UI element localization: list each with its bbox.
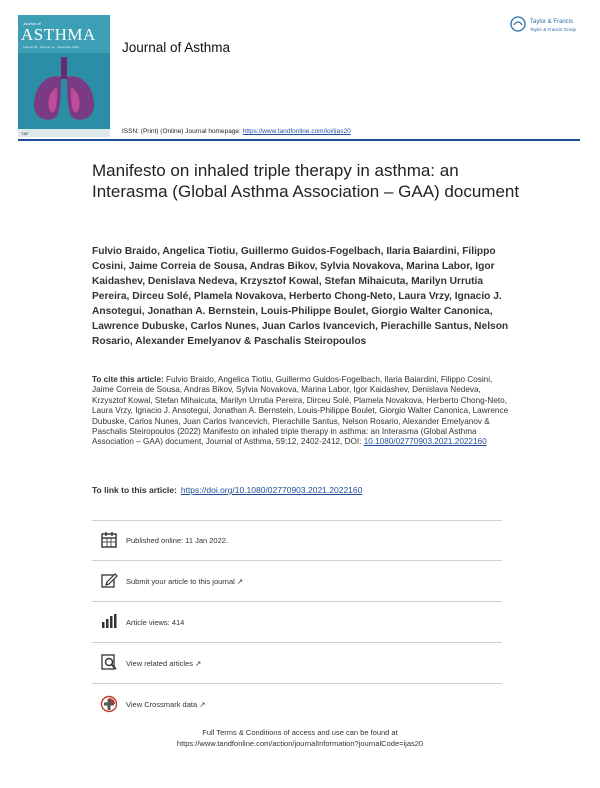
cover-title-small: Journal of <box>23 21 41 26</box>
article-link-line <box>92 485 362 495</box>
related-articles-icon <box>100 653 118 671</box>
crossmark-icon <box>100 695 118 713</box>
article-link-label: To link to this article: <box>92 485 177 495</box>
row-divider <box>92 520 502 521</box>
article-views-text: Article views: 414 <box>126 618 185 627</box>
issn-line <box>122 128 351 135</box>
edit-icon <box>100 571 118 589</box>
bar-chart-icon <box>100 612 118 630</box>
citation-label: To cite this article: <box>92 375 164 384</box>
journal-cover <box>18 15 110 137</box>
taylor-francis-logo-icon <box>510 16 526 32</box>
header-divider <box>18 139 580 141</box>
row-divider <box>92 683 502 684</box>
citation-text: Fulvio Braido, Angelica Tiotiu, Guillermo Guidos-Fogelbach, Ilaria Baiardini, Filippo Cosini, Jaime Correia de Sousa, Andras Bikov, Sylvia Novakova, Marina Labor, Igor Kaidashev, Denislava Nedeva, Krzysztof Kowal, Stefan Mihaicuta, Marilyn Urrutia Pereira, Dirceu Solé, Plamela Novakova, Herberto Chong-Neto, Laura Vrzy, Ignacio J. Ansotegui, Jonathan A. Bernstein, Louis-Philippe Boulet, Giorgio Walter Canonica, Lawrence Dubuske, Carlos Nunes, Juan Carlos Ivancevich, Pierachille Santus, Nelson Rosario, Alexander Emelyanov & Paschalis Steiropoulos (2022) Manifesto on inhaled triple therapy in asthma: an Interasma (Global Asthma Association – GAA) document, Journal of Asthma, 59:12, 2402-2412, DOI: <box>92 375 509 447</box>
cover-title: ASTHMA <box>21 25 96 44</box>
footer <box>0 727 600 749</box>
issn-label: ISSN: (Print) (Online) Journal homepage: <box>122 128 243 135</box>
doi-link[interactable]: 10.1080/02770903.2021.2022160 <box>363 437 487 447</box>
published-online-text: Published online: 11 Jan 2022. <box>126 536 229 545</box>
publisher-group: Taylor & Francis Group <box>530 27 577 32</box>
publisher-name: Taylor & Francis <box>530 19 574 25</box>
row-divider <box>92 642 502 643</box>
journal-title: Journal of Asthma <box>122 40 231 55</box>
article-doi-url[interactable]: https://doi.org/10.1080/02770903.2021.2022160 <box>180 485 363 495</box>
footer-terms-url[interactable]: https://www.tandfonline.com/action/journalInformation?journalCode=ijas20 <box>176 739 424 748</box>
article-title: Manifesto on inhaled triple therapy in asthma: an Interasma (Global Asthma Association – GAA) document <box>92 161 520 201</box>
publisher-logo-text <box>530 19 576 33</box>
crossmark-link[interactable]: View Crossmark data ↗ <box>126 700 206 709</box>
row-divider <box>92 560 502 561</box>
cover-volume: Volume 59 · Number 12 · December 2022 <box>23 45 79 49</box>
row-divider <box>92 601 502 602</box>
citation-block <box>92 375 512 448</box>
footer-terms-text: Full Terms & Conditions of access and use can be found at <box>202 728 398 737</box>
journal-homepage-link[interactable]: https://www.tandfonline.com/loi/ijas20 <box>242 128 351 135</box>
lungs-illustration <box>26 57 102 127</box>
author-list: Fulvio Braido, Angelica Tiotiu, Guillermo Guidos-Fogelbach, Ilaria Baiardini, Filippo Cosini, Jaime Correia de Sousa, Andras Bikov, Sylvia Novakova, Marina Labor, Igor Kaidashev, Denislava Nedeva, Krzysztof Kowal, Stefan Mihaicuta, Marilyn Urrutia Pereira, Dirceu Solé, Plamela Novakova, Herberto Chong-Neto, Laura Vrzy, Ignacio J. Ansotegui, Jonathan A. Bernstein, Louis-Philippe Boulet, Giorgio Walter Canonica, Lawrence Dubuske, Carlos Nunes, Juan Carlos Ivancevich, Pierachille Santus, Nelson Rosario, Alexander Emelyanov & Paschalis Steiropoulos <box>92 246 509 347</box>
cover-publisher-mark: T&F <box>21 131 29 136</box>
calendar-icon <box>100 531 118 549</box>
submit-article-link[interactable]: Submit your article to this journal ↗ <box>126 577 244 586</box>
related-articles-link[interactable]: View related articles ↗ <box>126 659 202 668</box>
